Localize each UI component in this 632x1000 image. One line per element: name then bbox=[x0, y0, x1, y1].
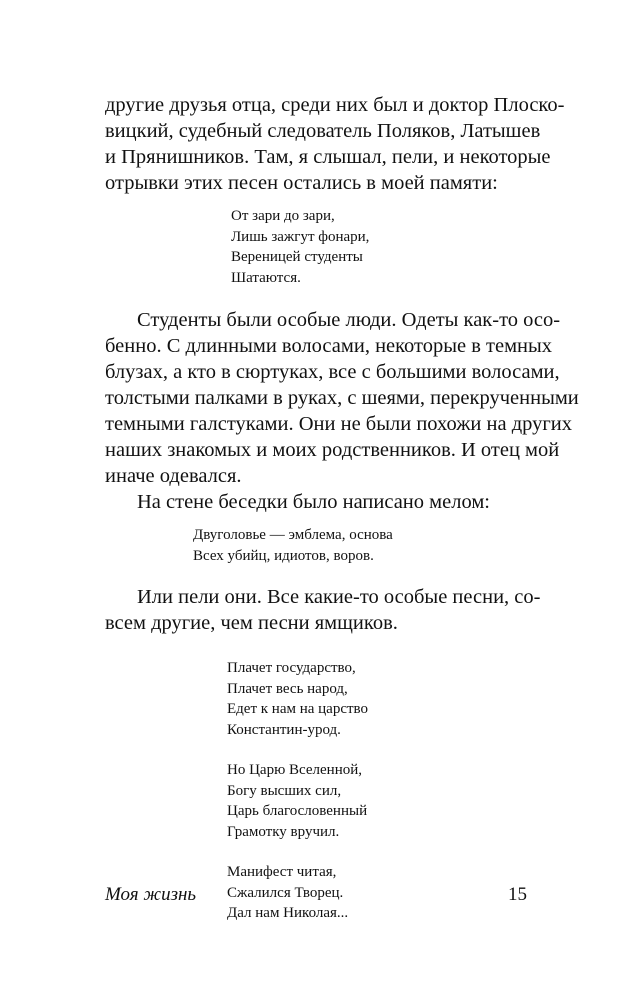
text-line: отрывки этих песен остались в моей памяти: bbox=[105, 172, 498, 194]
text-line: другие друзья отца, среди них был и доктор Плоско- bbox=[105, 94, 565, 116]
paragraph bbox=[105, 489, 527, 515]
verse-line: От зари до зари, bbox=[231, 208, 335, 224]
verse-line: Плачет весь народ, bbox=[227, 680, 348, 697]
verse-block bbox=[231, 206, 527, 288]
text-line: иначе одевался. bbox=[105, 465, 242, 487]
verse-line: Сжалился Творец. bbox=[227, 884, 344, 901]
text-line: толстыми палками в руках, с шеями, перекрученными bbox=[105, 387, 579, 409]
stanza bbox=[227, 760, 527, 842]
verse-line: Богу высших сил, bbox=[227, 782, 342, 799]
paragraph bbox=[105, 584, 541, 636]
text-line: и Прянишников. Там, я слышал, пели, и некоторые bbox=[105, 146, 551, 168]
verse-line: Всех убийц, идиотов, воров. bbox=[193, 547, 374, 564]
verse-line: Едет к нам на царство bbox=[227, 701, 369, 717]
verse-line: Но Царю Вселенной, bbox=[227, 762, 363, 778]
verse-line: Грамотку вручил. bbox=[227, 823, 340, 840]
text-line: Студенты были особые люди. Одеты как-то осо- bbox=[137, 309, 561, 331]
verse-line: Вереницей студенты bbox=[231, 249, 363, 265]
text-line: вицкий, судебный следователь Поляков, Латышев bbox=[105, 120, 541, 142]
page-body bbox=[105, 92, 579, 924]
verse-line: Манифест читая, bbox=[227, 864, 337, 880]
text-line: наших знакомых и моих родственников. И отец мой bbox=[105, 439, 560, 461]
verse-line: Царь благословенный bbox=[227, 803, 368, 819]
paragraph bbox=[105, 307, 579, 489]
page-number: 15 bbox=[508, 884, 527, 905]
text-line: На стене беседки было написано мелом: bbox=[137, 491, 490, 513]
verse-line: Константин-урод. bbox=[227, 721, 341, 738]
verse-line: Плачет государство, bbox=[227, 660, 356, 676]
text-line: всем другие, чем песни ямщиков. bbox=[105, 612, 398, 634]
text-line: блузах, а кто в сюртуках, все с большими волосами, bbox=[105, 361, 560, 383]
paragraph bbox=[105, 92, 565, 196]
verse-line: Шатаются. bbox=[231, 269, 301, 286]
verse-block bbox=[193, 525, 527, 566]
text-line: бенно. С длинными волосами, некоторые в темных bbox=[105, 335, 553, 357]
verse-line: Лишь зажгут фонари, bbox=[231, 228, 370, 245]
stanza-gap bbox=[227, 740, 527, 760]
text-line: темными галстуками. Они не были похожи на других bbox=[105, 413, 572, 435]
stanza-gap bbox=[227, 842, 527, 862]
verse-line: Дал нам Николая... bbox=[227, 905, 349, 921]
page-footer bbox=[105, 884, 527, 910]
running-title: Моя жизнь bbox=[105, 884, 197, 905]
text-line: Или пели они. Все какие-то особые песни, со- bbox=[137, 586, 541, 608]
verse-line: Двуголовье — эмблема, основа bbox=[193, 527, 393, 543]
stanza bbox=[227, 658, 527, 740]
